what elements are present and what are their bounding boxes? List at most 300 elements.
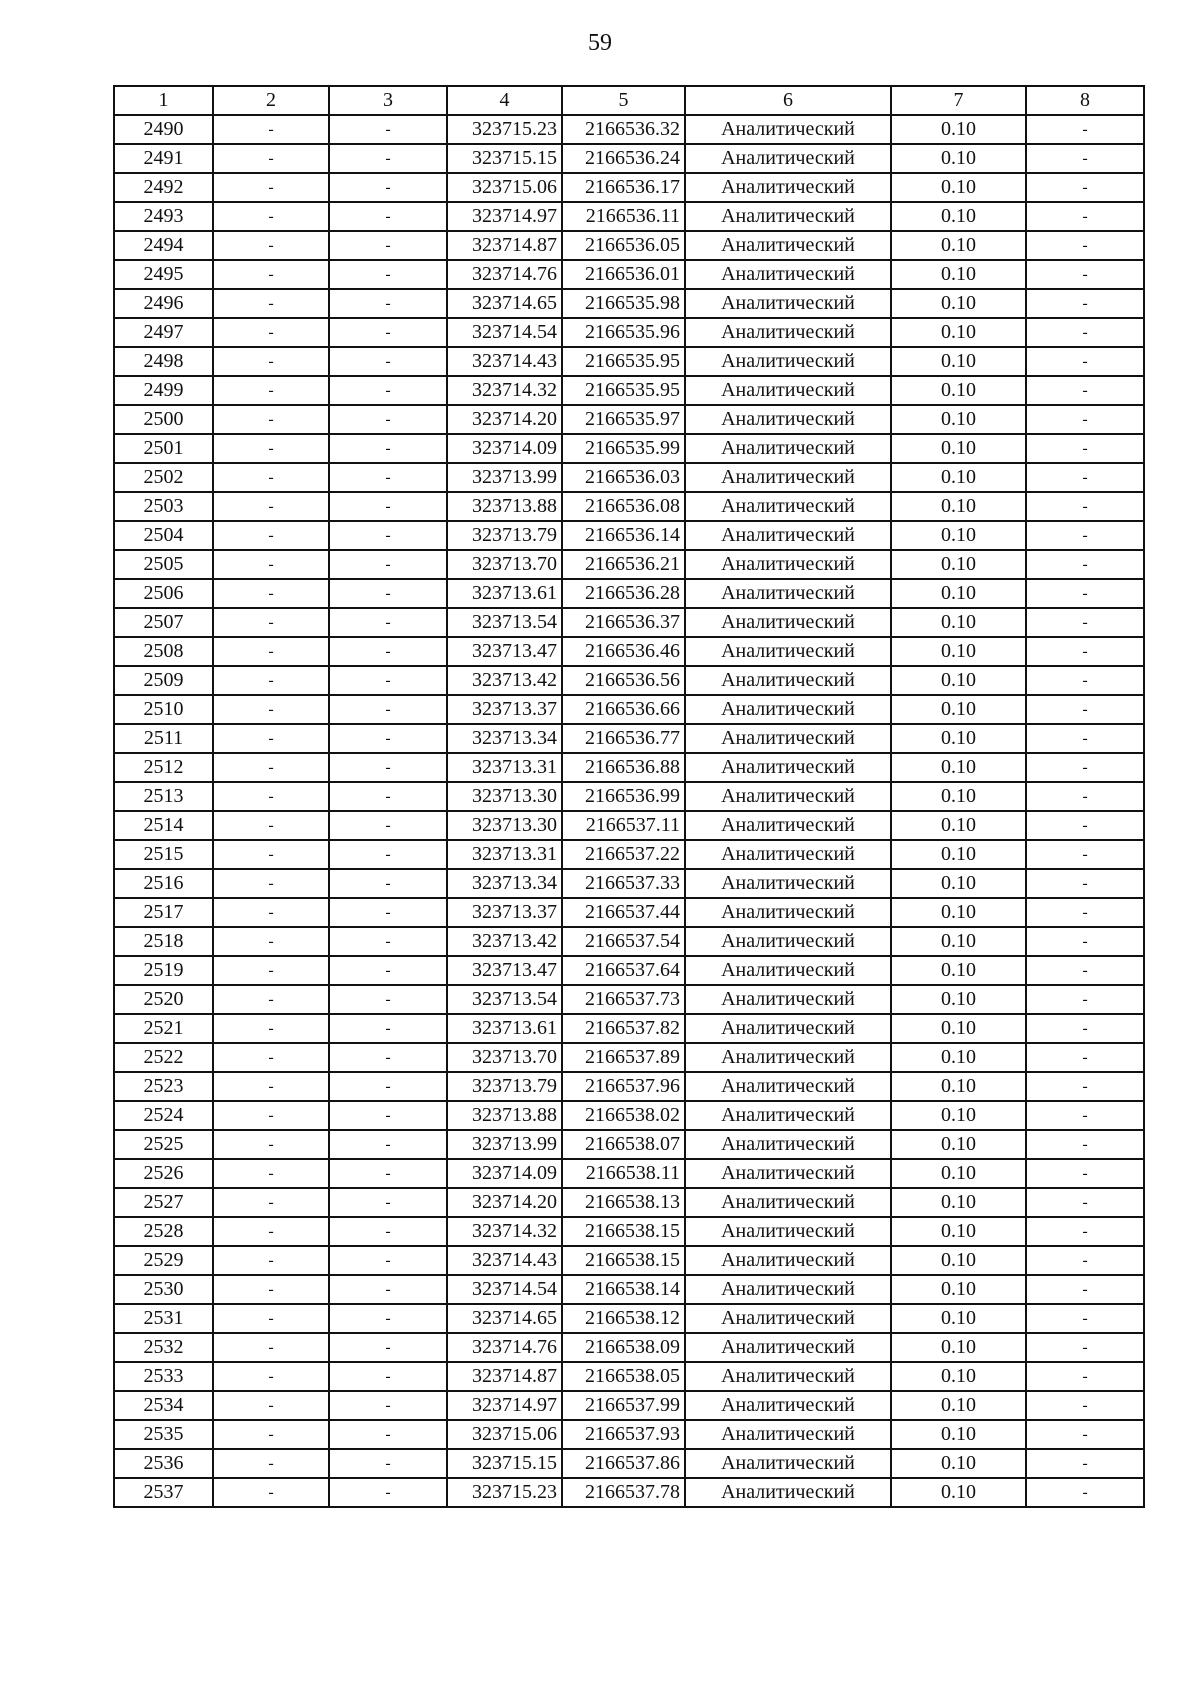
- table-row: [114, 782, 1144, 811]
- point-number-cell: 2498: [114, 347, 213, 376]
- col8-cell: -: [1026, 695, 1144, 724]
- col3-cell: -: [329, 1159, 447, 1188]
- col8-cell: -: [1026, 1478, 1144, 1507]
- y-coordinate-cell: 2166538.09: [562, 1333, 685, 1362]
- x-coordinate-cell: 323714.32: [447, 1217, 562, 1246]
- table-row: [114, 985, 1144, 1014]
- table-body: [114, 115, 1144, 1507]
- y-coordinate-cell: 2166538.14: [562, 1275, 685, 1304]
- y-coordinate-cell: 2166536.14: [562, 521, 685, 550]
- y-coordinate-cell: 2166536.28: [562, 579, 685, 608]
- y-coordinate-cell: 2166537.82: [562, 1014, 685, 1043]
- col3-cell: -: [329, 608, 447, 637]
- accuracy-cell: 0.10: [891, 811, 1026, 840]
- method-cell: Аналитический: [685, 376, 891, 405]
- table-row: [114, 1246, 1144, 1275]
- col3-cell: -: [329, 840, 447, 869]
- table-row: [114, 1014, 1144, 1043]
- y-coordinate-cell: 2166538.07: [562, 1130, 685, 1159]
- col3-cell: -: [329, 463, 447, 492]
- col3-cell: -: [329, 724, 447, 753]
- y-coordinate-cell: 2166537.73: [562, 985, 685, 1014]
- table-row: [114, 1275, 1144, 1304]
- col3-cell: -: [329, 1043, 447, 1072]
- point-number-cell: 2526: [114, 1159, 213, 1188]
- table-row: [114, 231, 1144, 260]
- col8-cell: -: [1026, 347, 1144, 376]
- col2-cell: -: [213, 260, 329, 289]
- col8-cell: -: [1026, 144, 1144, 173]
- accuracy-cell: 0.10: [891, 318, 1026, 347]
- col2-cell: -: [213, 492, 329, 521]
- accuracy-cell: 0.10: [891, 376, 1026, 405]
- col3-cell: -: [329, 1217, 447, 1246]
- point-number-cell: 2519: [114, 956, 213, 985]
- accuracy-cell: 0.10: [891, 1159, 1026, 1188]
- col2-cell: -: [213, 289, 329, 318]
- col2-cell: -: [213, 434, 329, 463]
- accuracy-cell: 0.10: [891, 115, 1026, 144]
- col8-cell: -: [1026, 1246, 1144, 1275]
- y-coordinate-cell: 2166537.11: [562, 811, 685, 840]
- col2-cell: -: [213, 1246, 329, 1275]
- point-number-cell: 2506: [114, 579, 213, 608]
- col8-cell: -: [1026, 115, 1144, 144]
- y-coordinate-cell: 2166537.22: [562, 840, 685, 869]
- header-col-4: 4: [447, 86, 562, 115]
- accuracy-cell: 0.10: [891, 289, 1026, 318]
- y-coordinate-cell: 2166535.97: [562, 405, 685, 434]
- point-number-cell: 2505: [114, 550, 213, 579]
- col2-cell: -: [213, 1217, 329, 1246]
- accuracy-cell: 0.10: [891, 782, 1026, 811]
- x-coordinate-cell: 323714.87: [447, 1362, 562, 1391]
- method-cell: Аналитический: [685, 1101, 891, 1130]
- y-coordinate-cell: 2166535.99: [562, 434, 685, 463]
- col8-cell: -: [1026, 898, 1144, 927]
- col2-cell: -: [213, 1304, 329, 1333]
- point-number-cell: 2522: [114, 1043, 213, 1072]
- y-coordinate-cell: 2166538.15: [562, 1246, 685, 1275]
- accuracy-cell: 0.10: [891, 637, 1026, 666]
- x-coordinate-cell: 323714.65: [447, 1304, 562, 1333]
- table-row: [114, 840, 1144, 869]
- table-row: [114, 1391, 1144, 1420]
- point-number-cell: 2515: [114, 840, 213, 869]
- col8-cell: -: [1026, 434, 1144, 463]
- col2-cell: -: [213, 869, 329, 898]
- col8-cell: -: [1026, 956, 1144, 985]
- col3-cell: -: [329, 1101, 447, 1130]
- col2-cell: -: [213, 666, 329, 695]
- table-row: [114, 608, 1144, 637]
- table-row: [114, 405, 1144, 434]
- y-coordinate-cell: 2166537.99: [562, 1391, 685, 1420]
- accuracy-cell: 0.10: [891, 434, 1026, 463]
- table-row: [114, 115, 1144, 144]
- y-coordinate-cell: 2166536.37: [562, 608, 685, 637]
- point-number-cell: 2492: [114, 173, 213, 202]
- accuracy-cell: 0.10: [891, 463, 1026, 492]
- col8-cell: -: [1026, 811, 1144, 840]
- col8-cell: -: [1026, 637, 1144, 666]
- col8-cell: -: [1026, 1043, 1144, 1072]
- col8-cell: -: [1026, 1130, 1144, 1159]
- col3-cell: -: [329, 637, 447, 666]
- x-coordinate-cell: 323713.30: [447, 782, 562, 811]
- method-cell: Аналитический: [685, 202, 891, 231]
- x-coordinate-cell: 323713.30: [447, 811, 562, 840]
- col8-cell: -: [1026, 1275, 1144, 1304]
- method-cell: Аналитический: [685, 811, 891, 840]
- col2-cell: -: [213, 1043, 329, 1072]
- y-coordinate-cell: 2166538.15: [562, 1217, 685, 1246]
- x-coordinate-cell: 323713.70: [447, 1043, 562, 1072]
- col3-cell: -: [329, 1362, 447, 1391]
- y-coordinate-cell: 2166536.56: [562, 666, 685, 695]
- y-coordinate-cell: 2166536.17: [562, 173, 685, 202]
- x-coordinate-cell: 323714.87: [447, 231, 562, 260]
- method-cell: Аналитический: [685, 1188, 891, 1217]
- point-number-cell: 2494: [114, 231, 213, 260]
- col3-cell: -: [329, 1130, 447, 1159]
- method-cell: Аналитический: [685, 347, 891, 376]
- y-coordinate-cell: 2166537.78: [562, 1478, 685, 1507]
- accuracy-cell: 0.10: [891, 840, 1026, 869]
- accuracy-cell: 0.10: [891, 1246, 1026, 1275]
- method-cell: Аналитический: [685, 1043, 891, 1072]
- accuracy-cell: 0.10: [891, 985, 1026, 1014]
- col8-cell: -: [1026, 463, 1144, 492]
- x-coordinate-cell: 323714.97: [447, 202, 562, 231]
- y-coordinate-cell: 2166537.89: [562, 1043, 685, 1072]
- col8-cell: -: [1026, 1391, 1144, 1420]
- accuracy-cell: 0.10: [891, 405, 1026, 434]
- x-coordinate-cell: 323713.54: [447, 985, 562, 1014]
- method-cell: Аналитический: [685, 1304, 891, 1333]
- y-coordinate-cell: 2166537.44: [562, 898, 685, 927]
- table-row: [114, 550, 1144, 579]
- header-col-5: 5: [562, 86, 685, 115]
- table-row: [114, 202, 1144, 231]
- y-coordinate-cell: 2166536.88: [562, 753, 685, 782]
- y-coordinate-cell: 2166536.21: [562, 550, 685, 579]
- point-number-cell: 2501: [114, 434, 213, 463]
- x-coordinate-cell: 323713.79: [447, 521, 562, 550]
- point-number-cell: 2521: [114, 1014, 213, 1043]
- col8-cell: -: [1026, 260, 1144, 289]
- col3-cell: -: [329, 579, 447, 608]
- col3-cell: -: [329, 289, 447, 318]
- method-cell: Аналитический: [685, 1362, 891, 1391]
- col8-cell: -: [1026, 869, 1144, 898]
- col3-cell: -: [329, 927, 447, 956]
- col8-cell: -: [1026, 289, 1144, 318]
- method-cell: Аналитический: [685, 1449, 891, 1478]
- col8-cell: -: [1026, 1217, 1144, 1246]
- header-col-2: 2: [213, 86, 329, 115]
- col3-cell: -: [329, 1246, 447, 1275]
- accuracy-cell: 0.10: [891, 1043, 1026, 1072]
- method-cell: Аналитический: [685, 1014, 891, 1043]
- col8-cell: -: [1026, 376, 1144, 405]
- col2-cell: -: [213, 463, 329, 492]
- col2-cell: -: [213, 753, 329, 782]
- method-cell: Аналитический: [685, 579, 891, 608]
- method-cell: Аналитический: [685, 869, 891, 898]
- table-row: [114, 521, 1144, 550]
- point-number-cell: 2511: [114, 724, 213, 753]
- accuracy-cell: 0.10: [891, 898, 1026, 927]
- accuracy-cell: 0.10: [891, 1362, 1026, 1391]
- point-number-cell: 2518: [114, 927, 213, 956]
- col2-cell: -: [213, 608, 329, 637]
- col8-cell: -: [1026, 753, 1144, 782]
- x-coordinate-cell: 323713.79: [447, 1072, 562, 1101]
- accuracy-cell: 0.10: [891, 724, 1026, 753]
- col2-cell: -: [213, 898, 329, 927]
- col3-cell: -: [329, 434, 447, 463]
- point-number-cell: 2510: [114, 695, 213, 724]
- accuracy-cell: 0.10: [891, 666, 1026, 695]
- method-cell: Аналитический: [685, 1391, 891, 1420]
- col8-cell: -: [1026, 1304, 1144, 1333]
- method-cell: Аналитический: [685, 1246, 891, 1275]
- x-coordinate-cell: 323713.31: [447, 840, 562, 869]
- col8-cell: -: [1026, 1101, 1144, 1130]
- col3-cell: -: [329, 202, 447, 231]
- table-row: [114, 1130, 1144, 1159]
- col8-cell: -: [1026, 231, 1144, 260]
- point-number-cell: 2495: [114, 260, 213, 289]
- x-coordinate-cell: 323713.88: [447, 492, 562, 521]
- col3-cell: -: [329, 811, 447, 840]
- col8-cell: -: [1026, 202, 1144, 231]
- table-row: [114, 347, 1144, 376]
- table-row: [114, 318, 1144, 347]
- point-number-cell: 2499: [114, 376, 213, 405]
- point-number-cell: 2497: [114, 318, 213, 347]
- table-row: [114, 1449, 1144, 1478]
- accuracy-cell: 0.10: [891, 956, 1026, 985]
- method-cell: Аналитический: [685, 463, 891, 492]
- col2-cell: -: [213, 695, 329, 724]
- y-coordinate-cell: 2166538.12: [562, 1304, 685, 1333]
- y-coordinate-cell: 2166536.11: [562, 202, 685, 231]
- col3-cell: -: [329, 144, 447, 173]
- y-coordinate-cell: 2166536.05: [562, 231, 685, 260]
- table-row: [114, 927, 1144, 956]
- col2-cell: -: [213, 144, 329, 173]
- accuracy-cell: 0.10: [891, 1449, 1026, 1478]
- col3-cell: -: [329, 1014, 447, 1043]
- col8-cell: -: [1026, 840, 1144, 869]
- method-cell: Аналитический: [685, 1130, 891, 1159]
- col3-cell: -: [329, 1304, 447, 1333]
- accuracy-cell: 0.10: [891, 1304, 1026, 1333]
- y-coordinate-cell: 2166535.96: [562, 318, 685, 347]
- method-cell: Аналитический: [685, 985, 891, 1014]
- table-row: [114, 579, 1144, 608]
- x-coordinate-cell: 323713.47: [447, 956, 562, 985]
- accuracy-cell: 0.10: [891, 1130, 1026, 1159]
- x-coordinate-cell: 323715.23: [447, 115, 562, 144]
- col8-cell: -: [1026, 492, 1144, 521]
- col2-cell: -: [213, 318, 329, 347]
- col2-cell: -: [213, 724, 329, 753]
- point-number-cell: 2508: [114, 637, 213, 666]
- coordinates-table: [113, 85, 1145, 1508]
- table-row: [114, 289, 1144, 318]
- col2-cell: -: [213, 1478, 329, 1507]
- method-cell: Аналитический: [685, 898, 891, 927]
- col2-cell: -: [213, 1072, 329, 1101]
- col2-cell: -: [213, 1333, 329, 1362]
- point-number-cell: 2529: [114, 1246, 213, 1275]
- col3-cell: -: [329, 173, 447, 202]
- col2-cell: -: [213, 637, 329, 666]
- accuracy-cell: 0.10: [891, 608, 1026, 637]
- point-number-cell: 2525: [114, 1130, 213, 1159]
- method-cell: Аналитический: [685, 608, 891, 637]
- col8-cell: -: [1026, 318, 1144, 347]
- accuracy-cell: 0.10: [891, 1333, 1026, 1362]
- table-row: [114, 724, 1144, 753]
- x-coordinate-cell: 323714.09: [447, 1159, 562, 1188]
- header-col-7: 7: [891, 86, 1026, 115]
- y-coordinate-cell: 2166538.13: [562, 1188, 685, 1217]
- point-number-cell: 2496: [114, 289, 213, 318]
- table-row: [114, 869, 1144, 898]
- point-number-cell: 2502: [114, 463, 213, 492]
- col3-cell: -: [329, 1072, 447, 1101]
- method-cell: Аналитический: [685, 782, 891, 811]
- x-coordinate-cell: 323714.97: [447, 1391, 562, 1420]
- method-cell: Аналитический: [685, 115, 891, 144]
- method-cell: Аналитический: [685, 840, 891, 869]
- table-row: [114, 492, 1144, 521]
- point-number-cell: 2537: [114, 1478, 213, 1507]
- method-cell: Аналитический: [685, 1333, 891, 1362]
- col8-cell: -: [1026, 927, 1144, 956]
- x-coordinate-cell: 323713.99: [447, 463, 562, 492]
- col3-cell: -: [329, 869, 447, 898]
- table-header-row: [114, 86, 1144, 115]
- method-cell: Аналитический: [685, 434, 891, 463]
- col2-cell: -: [213, 956, 329, 985]
- x-coordinate-cell: 323713.42: [447, 666, 562, 695]
- page-number: 59: [588, 30, 612, 56]
- accuracy-cell: 0.10: [891, 1072, 1026, 1101]
- col2-cell: -: [213, 1014, 329, 1043]
- col8-cell: -: [1026, 1449, 1144, 1478]
- table-row: [114, 637, 1144, 666]
- col8-cell: -: [1026, 1362, 1144, 1391]
- table-row: [114, 1217, 1144, 1246]
- col2-cell: -: [213, 1420, 329, 1449]
- x-coordinate-cell: 323713.34: [447, 724, 562, 753]
- col3-cell: -: [329, 260, 447, 289]
- method-cell: Аналитический: [685, 550, 891, 579]
- accuracy-cell: 0.10: [891, 1391, 1026, 1420]
- accuracy-cell: 0.10: [891, 492, 1026, 521]
- x-coordinate-cell: 323714.20: [447, 1188, 562, 1217]
- method-cell: Аналитический: [685, 318, 891, 347]
- x-coordinate-cell: 323714.76: [447, 260, 562, 289]
- point-number-cell: 2535: [114, 1420, 213, 1449]
- y-coordinate-cell: 2166536.99: [562, 782, 685, 811]
- method-cell: Аналитический: [685, 405, 891, 434]
- y-coordinate-cell: 2166536.66: [562, 695, 685, 724]
- table-row: [114, 1043, 1144, 1072]
- method-cell: Аналитический: [685, 1420, 891, 1449]
- col3-cell: -: [329, 492, 447, 521]
- col8-cell: -: [1026, 521, 1144, 550]
- x-coordinate-cell: 323713.70: [447, 550, 562, 579]
- col2-cell: -: [213, 1362, 329, 1391]
- col2-cell: -: [213, 405, 329, 434]
- table-row: [114, 376, 1144, 405]
- col2-cell: -: [213, 782, 329, 811]
- col8-cell: -: [1026, 666, 1144, 695]
- table-row: [114, 753, 1144, 782]
- point-number-cell: 2512: [114, 753, 213, 782]
- x-coordinate-cell: 323714.54: [447, 1275, 562, 1304]
- header-col-8: 8: [1026, 86, 1144, 115]
- col2-cell: -: [213, 521, 329, 550]
- col2-cell: -: [213, 927, 329, 956]
- y-coordinate-cell: 2166538.02: [562, 1101, 685, 1130]
- x-coordinate-cell: 323715.06: [447, 1420, 562, 1449]
- y-coordinate-cell: 2166538.05: [562, 1362, 685, 1391]
- col2-cell: -: [213, 173, 329, 202]
- method-cell: Аналитический: [685, 956, 891, 985]
- accuracy-cell: 0.10: [891, 1478, 1026, 1507]
- point-number-cell: 2520: [114, 985, 213, 1014]
- method-cell: Аналитический: [685, 492, 891, 521]
- table-row: [114, 1362, 1144, 1391]
- x-coordinate-cell: 323714.32: [447, 376, 562, 405]
- col2-cell: -: [213, 1130, 329, 1159]
- col2-cell: -: [213, 811, 329, 840]
- col8-cell: -: [1026, 550, 1144, 579]
- point-number-cell: 2524: [114, 1101, 213, 1130]
- accuracy-cell: 0.10: [891, 869, 1026, 898]
- table-row: [114, 1188, 1144, 1217]
- col3-cell: -: [329, 898, 447, 927]
- x-coordinate-cell: 323713.37: [447, 695, 562, 724]
- x-coordinate-cell: 323715.23: [447, 1478, 562, 1507]
- y-coordinate-cell: 2166537.93: [562, 1420, 685, 1449]
- point-number-cell: 2490: [114, 115, 213, 144]
- x-coordinate-cell: 323713.88: [447, 1101, 562, 1130]
- point-number-cell: 2530: [114, 1275, 213, 1304]
- col8-cell: -: [1026, 782, 1144, 811]
- y-coordinate-cell: 2166536.77: [562, 724, 685, 753]
- table-row: [114, 666, 1144, 695]
- point-number-cell: 2491: [114, 144, 213, 173]
- x-coordinate-cell: 323713.54: [447, 608, 562, 637]
- x-coordinate-cell: 323715.15: [447, 144, 562, 173]
- point-number-cell: 2509: [114, 666, 213, 695]
- col8-cell: -: [1026, 173, 1144, 202]
- accuracy-cell: 0.10: [891, 202, 1026, 231]
- col3-cell: -: [329, 1188, 447, 1217]
- y-coordinate-cell: 2166536.46: [562, 637, 685, 666]
- col3-cell: -: [329, 956, 447, 985]
- method-cell: Аналитический: [685, 1478, 891, 1507]
- x-coordinate-cell: 323715.06: [447, 173, 562, 202]
